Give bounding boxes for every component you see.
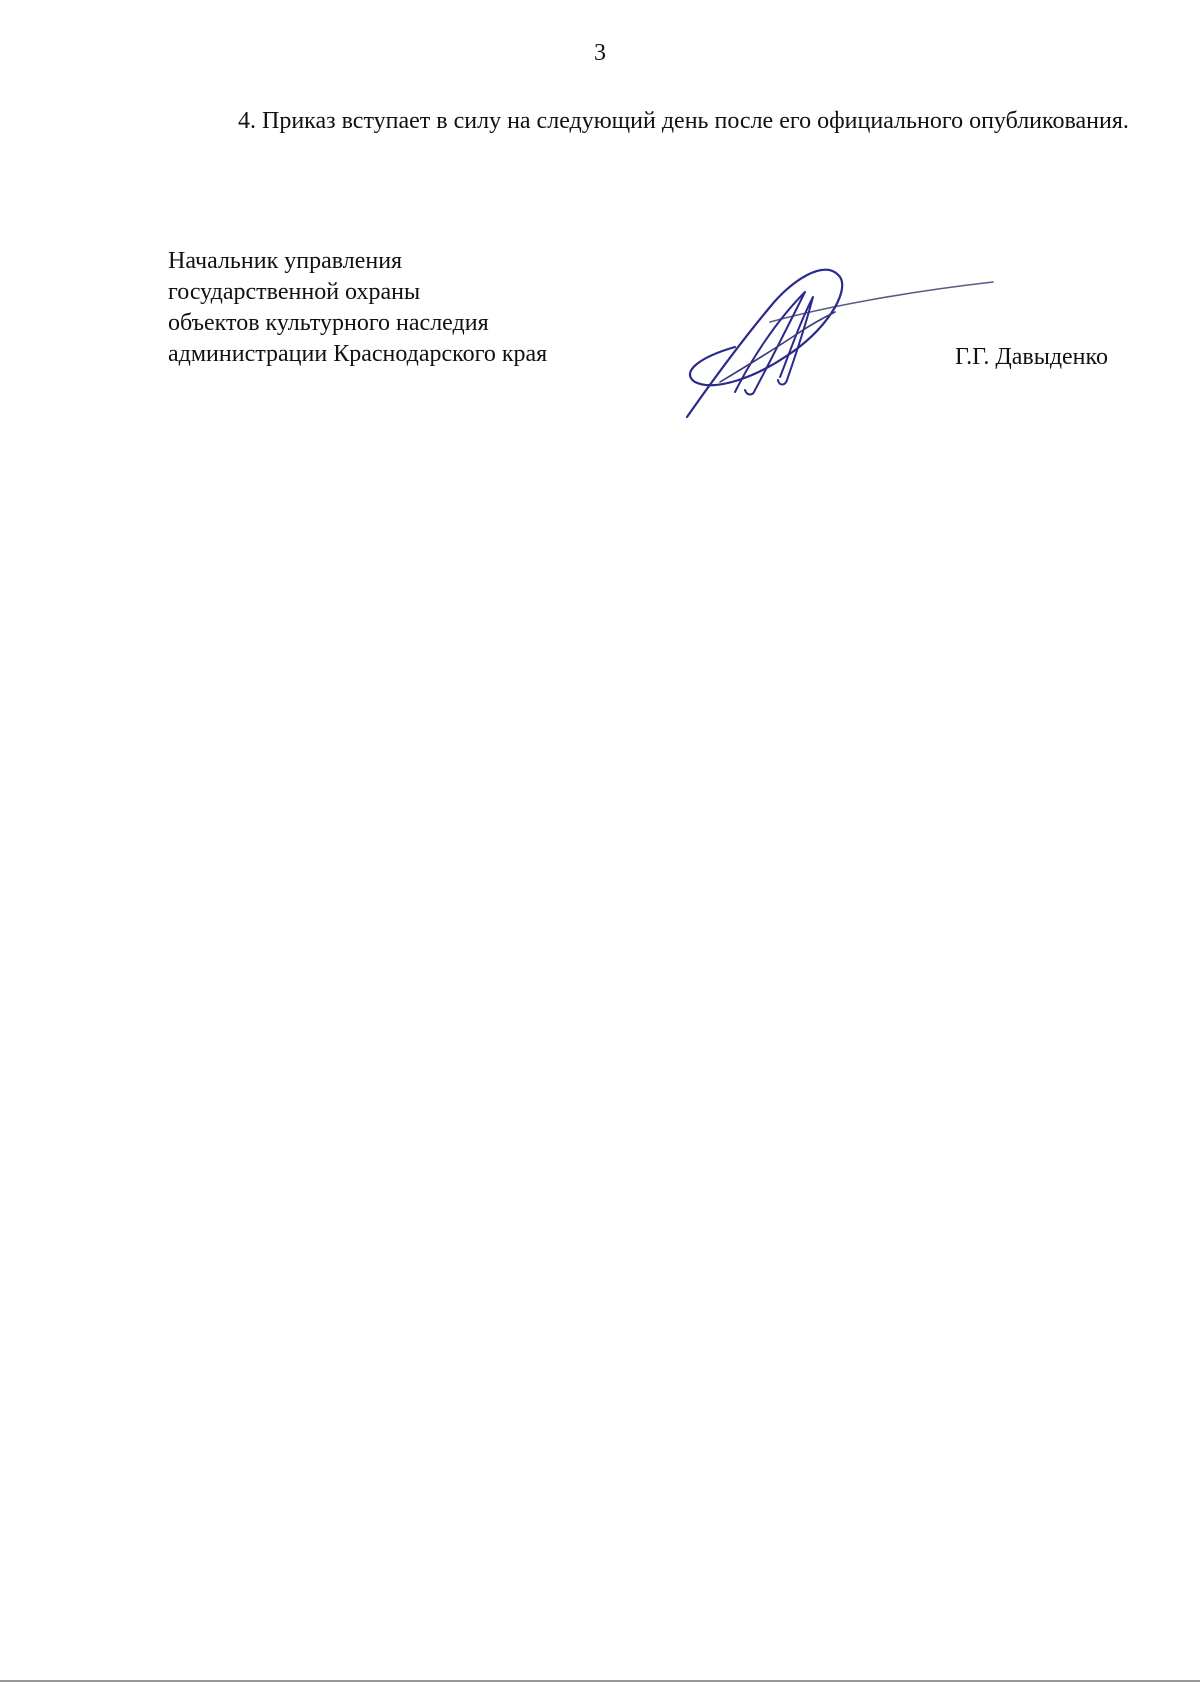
page-number: 3 [594,40,606,66]
signatory-title [168,246,547,370]
signatory-name: Г.Г. Давыденко [955,344,1108,370]
body-paragraph: 4. Приказ вступает в силу на следующий день после его официального опубликования. [238,108,1129,134]
signatory-title-line: объектов культурного наследия [168,310,489,336]
signatory-title-line: государственной охраны [168,279,421,305]
signatory-title-line: Начальник управления [168,248,403,274]
signatory-title-line: администрации Краснодарского края [168,341,548,367]
signature-icon [675,262,995,422]
footer-rule [0,1680,1200,1682]
